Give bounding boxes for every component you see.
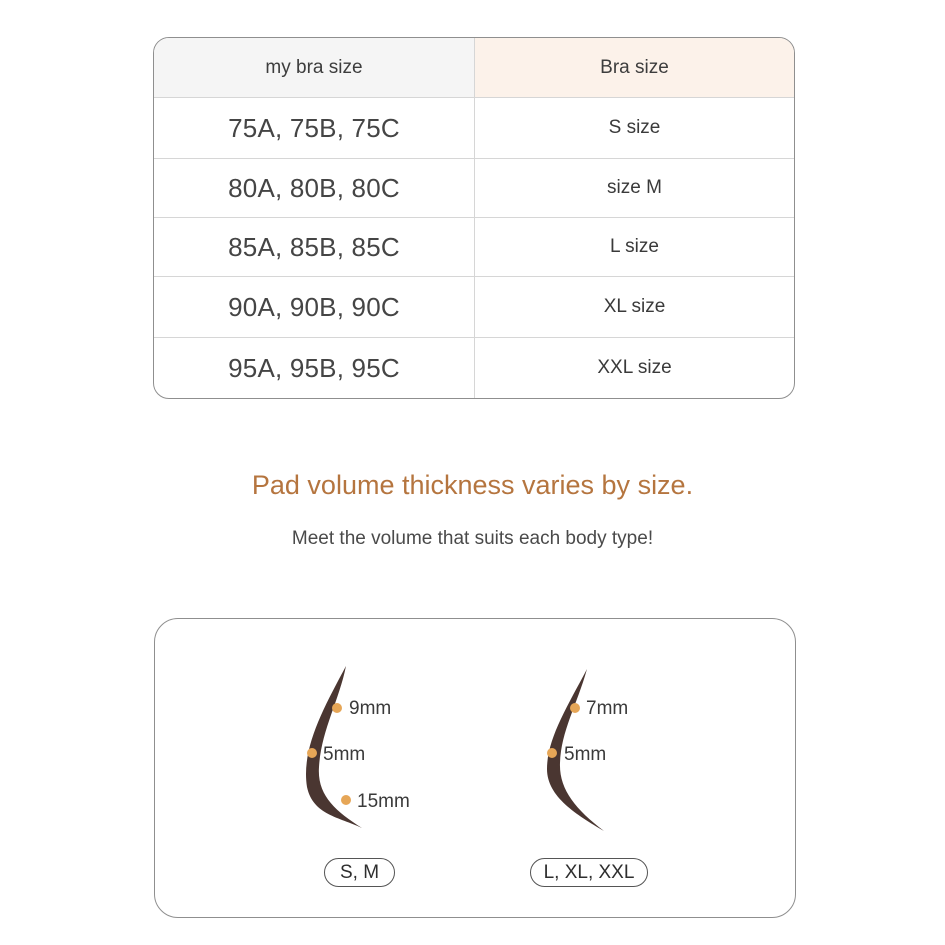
garment-size-value: L size (610, 236, 659, 257)
thickness-dot (307, 748, 317, 758)
garment-size-cell (475, 338, 794, 398)
thickness-label: 7mm (586, 698, 629, 719)
bra-size-value: 80A, 80B, 80C (228, 172, 400, 203)
bra-size-cell (154, 159, 475, 217)
header-cell-my-bra-size (154, 38, 475, 97)
thickness-label: 5mm (564, 744, 607, 765)
bra-size-cell (154, 98, 475, 158)
thickness-dot (570, 703, 580, 713)
thickness-label: 9mm (349, 698, 392, 719)
header-label-left: my bra size (265, 56, 363, 78)
garment-size-cell (475, 218, 794, 276)
header-cell-bra-size (475, 38, 794, 97)
table-row (154, 337, 794, 398)
bra-size-value: 95A, 95B, 95C (228, 352, 400, 383)
size-tag-small: S, M (324, 858, 395, 887)
garment-size-value: size M (607, 177, 662, 198)
bra-size-value: 75A, 75B, 75C (228, 112, 400, 143)
pad-thickness-panel (154, 618, 796, 918)
pad-illustration (155, 619, 797, 919)
garment-size-cell (475, 277, 794, 337)
bra-size-cell (154, 338, 475, 398)
garment-size-value: XL size (603, 296, 666, 317)
header-label-right: Bra size (600, 56, 669, 78)
bra-size-value: 90A, 90B, 90C (228, 291, 400, 322)
table-row (154, 217, 794, 276)
garment-size-value: S size (608, 117, 661, 138)
thickness-dot (341, 795, 351, 805)
garment-size-value: XXL size (597, 357, 672, 378)
table-row (154, 276, 794, 337)
pad-volume-headline: Pad volume thickness varies by size. (251, 470, 694, 500)
table-row (154, 158, 794, 217)
pad-volume-subline: Meet the volume that suits each body type! (291, 528, 654, 549)
garment-size-cell (475, 98, 794, 158)
thickness-label: 15mm (357, 791, 410, 812)
table-header-row (154, 38, 794, 97)
size-table (153, 37, 795, 399)
thickness-dot (332, 703, 342, 713)
thickness-dot (547, 748, 557, 758)
bra-size-cell (154, 277, 475, 337)
size-tag-large: L, XL, XXL (530, 858, 648, 887)
garment-size-cell (475, 159, 794, 217)
bra-size-cell (154, 218, 475, 276)
bra-size-value: 85A, 85B, 85C (228, 231, 400, 262)
table-row (154, 97, 794, 158)
thickness-label: 5mm (323, 744, 366, 765)
